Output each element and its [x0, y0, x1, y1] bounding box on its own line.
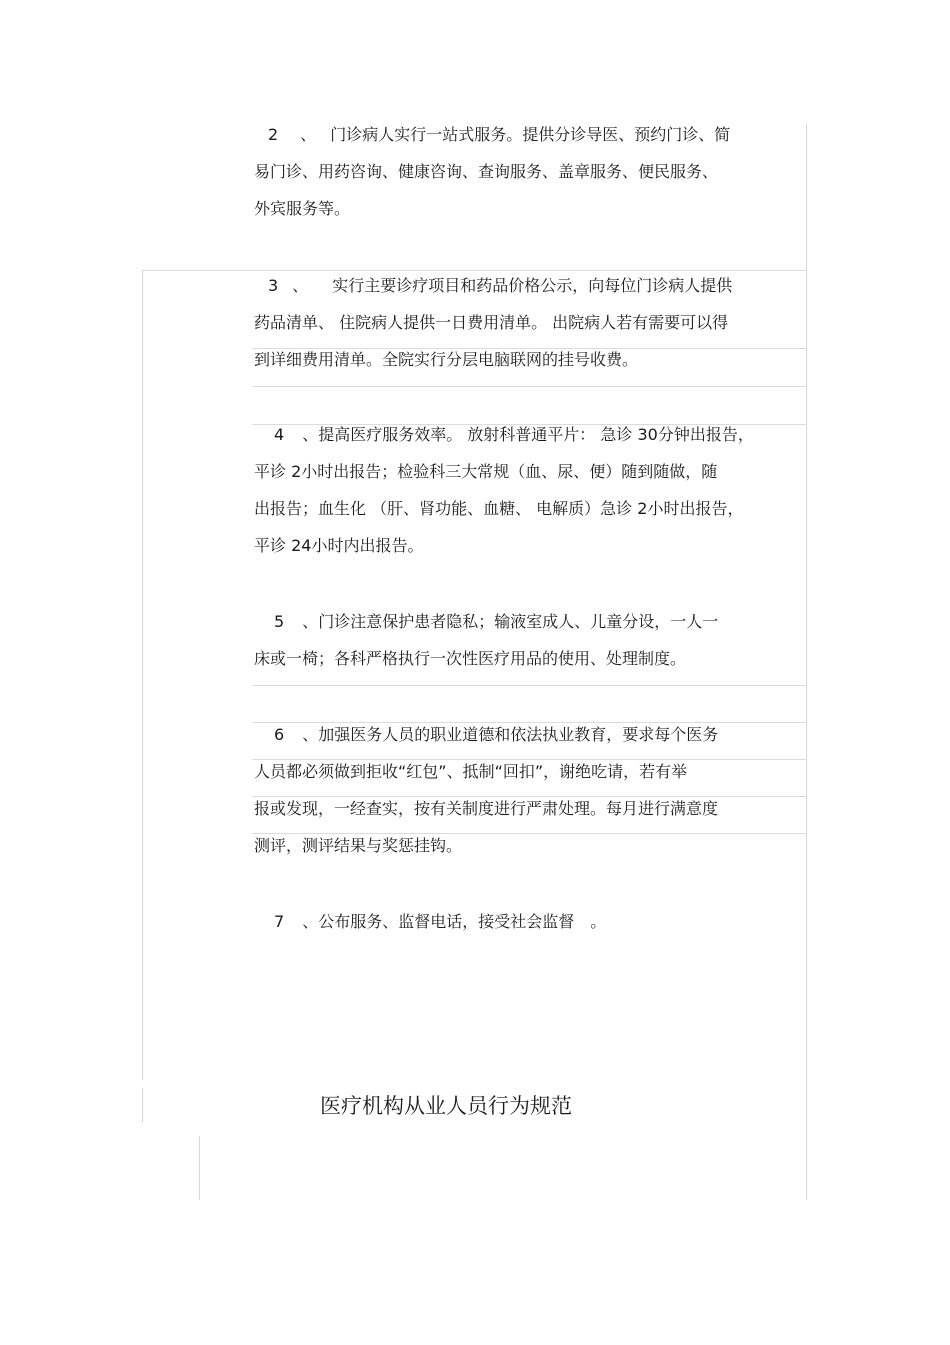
table-border-left — [142, 270, 143, 1080]
paragraph-line: 易门诊、用药咨询、健康咨询、查询服务、盖章服务、便民服务、 — [254, 162, 719, 181]
paragraph-line: 出报告；血生化 （肝、肾功能、血糖、 电解质）急诊 2小时出报告， — [254, 499, 744, 518]
paragraph-line: 外宾服务等。 — [254, 199, 351, 218]
paragraph-line: 提高医疗服务效率。 放射科普通平片： 急诊 30分钟出报告， — [318, 425, 754, 444]
table-border-right — [806, 124, 807, 1200]
paragraph-line: 到详细费用清单。全院实行分层电脑联网的挂号收费。 — [254, 350, 639, 369]
paragraph-line: 平诊 2小时出报告；检验科三大常规（血、尿、便）随到随做，随 — [254, 462, 718, 481]
paragraph-line: 人员都必须做到拒收“红包”、抵制“回扣”，谢绝吃请，若有举 — [254, 762, 688, 781]
section-title: 医疗机构从业人员行为规范 — [320, 1094, 572, 1118]
paragraph-line: 公布服务、监督电话，接受社会监督 。 — [318, 912, 607, 931]
paragraph-line: 床或一椅；各科严格执行一次性医疗用品的使用、处理制度。 — [254, 649, 687, 668]
paragraph-line: 药品清单、 住院病人提供一日费用清单。 出院病人若有需要可以得 — [254, 313, 729, 332]
item-number: 2 — [268, 125, 279, 144]
paragraph-line: 门诊注意保护患者隐私；输液室成人、儿童分设，一人一 — [318, 612, 719, 631]
item-separator: 、 — [302, 725, 319, 744]
table-rule — [252, 386, 806, 387]
table-border-inner — [199, 1136, 200, 1200]
paragraph-line: 平诊 24小时内出报告。 — [254, 536, 424, 555]
item-number: 4 — [274, 425, 285, 444]
paragraph-line: 测评，测评结果与奖惩挂钩。 — [254, 836, 463, 855]
item-number: 5 — [274, 612, 285, 631]
paragraph-line: 加强医务人员的职业道德和依法执业教育，要求每个医务 — [318, 725, 719, 744]
item-separator: 、 — [302, 912, 319, 931]
paragraph-line: 实行主要诊疗项目和药品价格公示，向每位门诊病人提供 — [332, 276, 733, 295]
item-separator: 、 — [292, 276, 309, 295]
item-separator: 、 — [302, 612, 319, 631]
item-number: 6 — [274, 725, 285, 744]
table-rule — [252, 685, 806, 686]
table-border-left-lower — [142, 1088, 143, 1122]
item-number: 3 — [268, 276, 279, 295]
item-separator: 、 — [300, 125, 317, 144]
item-number: 7 — [274, 912, 285, 931]
paragraph-line: 门诊病人实行一站式服务。提供分诊导医、预约门诊、简 — [330, 125, 731, 144]
item-separator: 、 — [302, 425, 319, 444]
paragraph-line: 报或发现，一经查实，按有关制度进行严肃处理。每月进行满意度 — [254, 799, 719, 818]
